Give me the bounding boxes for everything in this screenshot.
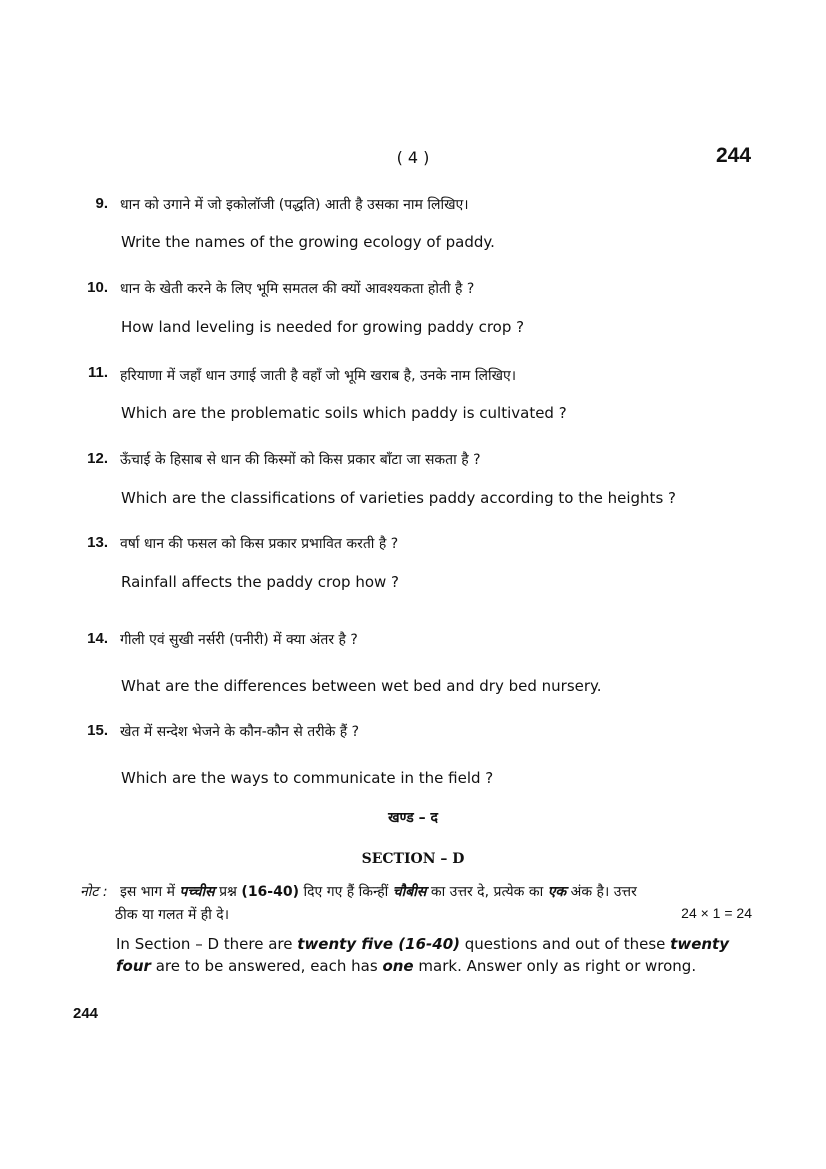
- note-hindi-line-1: [120, 882, 752, 901]
- question-english: Which are the ways to communicate in the field ?: [121, 769, 494, 787]
- note-emphasis: (16-40): [241, 884, 299, 900]
- note-emphasis: twenty: [670, 935, 729, 953]
- page-number: ( 4 ): [396, 148, 430, 167]
- note-label: नोट :: [80, 884, 108, 900]
- note-text: In Section – D there are: [116, 935, 293, 953]
- question-hindi: गीली एवं सुखी नर्सरी (पनीरी) में क्या अंतर है ?: [120, 632, 358, 648]
- note-emphasis: पच्चीस: [179, 884, 215, 900]
- question-english: How land leveling is needed for growing paddy crop ?: [121, 318, 525, 336]
- note-english-line-1: [116, 935, 752, 953]
- question-hindi: धान के खेती करने के लिए भूमि समतल की क्यों आवश्यकता होती है ?: [120, 281, 475, 297]
- note-emphasis: चौबीस: [392, 884, 427, 900]
- note-english-line-2: [116, 957, 696, 975]
- question-number: 10.: [87, 279, 108, 296]
- question-hindi: हरियाणा में जहाँ धान उगाई जाती है वहाँ जो भूमि खराब है, उनके नाम लिखिए।: [120, 368, 517, 384]
- question-number: 12.: [87, 450, 108, 467]
- question-english: Which are the problematic soils which paddy is cultivated ?: [121, 404, 567, 422]
- note-text: इस भाग में: [120, 884, 175, 900]
- note-text: questions and out of these: [464, 935, 666, 953]
- question-number: 14.: [87, 630, 108, 647]
- note-text: are to be answered, each has: [155, 957, 378, 975]
- question-english: Write the names of the growing ecology of paddy.: [121, 233, 495, 251]
- note-text: का उत्तर दे, प्रत्येक का: [430, 884, 544, 900]
- note-emphasis: एक: [547, 884, 567, 900]
- note-hindi-line-2: ठीक या गलत में ही दे।: [115, 907, 230, 923]
- question-number: 15.: [87, 722, 108, 739]
- question-hindi: ऊँचाई के हिसाब से धान की किस्मों को किस प्रकार बाँटा जा सकता है ?: [120, 452, 481, 468]
- note-emphasis: four: [116, 957, 151, 975]
- paper-code-top: 244: [716, 144, 752, 167]
- paper-code-bottom: 244: [73, 1005, 99, 1022]
- section-title-hindi: खण्ड – द: [388, 810, 438, 826]
- note-text: mark. Answer only as right or wrong.: [418, 957, 697, 975]
- question-hindi: वर्षा धान की फसल को किस प्रकार प्रभावित करती है ?: [120, 536, 399, 552]
- note-emphasis: one: [382, 957, 414, 975]
- note-text: अंक है। उत्तर: [570, 884, 637, 900]
- note-text: दिए गए हैं किन्हीं: [303, 884, 389, 900]
- section-title-english: SECTION – D: [361, 851, 465, 867]
- note-emphasis: twenty five (16-40): [297, 935, 460, 953]
- question-number: 11.: [87, 364, 108, 381]
- question-english: Which are the classifications of varieties paddy according to the heights ?: [121, 489, 676, 507]
- question-hindi: खेत में सन्देश भेजने के कौन-कौन से तरीके हैं ?: [120, 724, 360, 740]
- note-text: प्रश्न: [219, 884, 237, 900]
- question-hindi: धान को उगाने में जो इकोलॉजी (पद्धति) आती है उसका नाम लिखिए।: [120, 197, 469, 213]
- marks-distribution: 24 × 1 = 24: [681, 905, 752, 921]
- question-english: What are the differences between wet bed and dry bed nursery.: [121, 677, 602, 695]
- question-number: 9.: [95, 195, 108, 212]
- question-number: 13.: [87, 534, 108, 551]
- question-english: Rainfall affects the paddy crop how ?: [121, 573, 400, 591]
